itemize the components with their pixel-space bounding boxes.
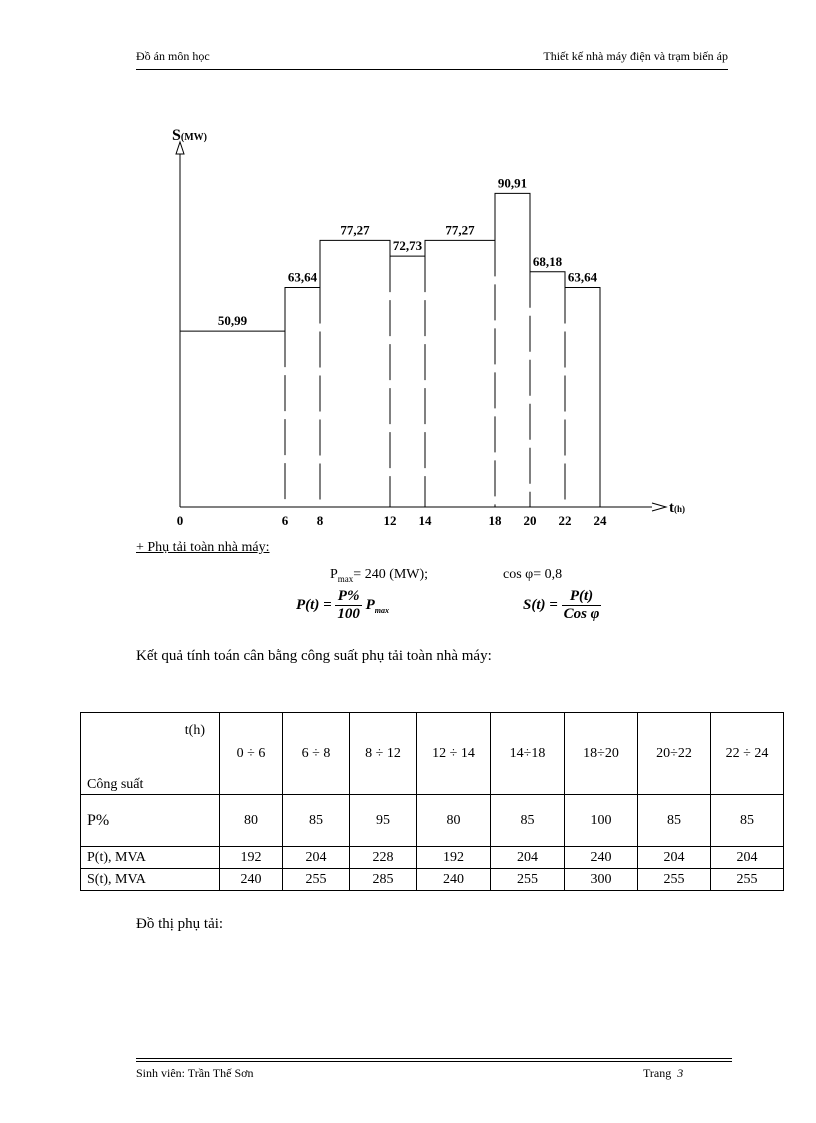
table-cell: 204 [491,847,565,869]
table-cell: 255 [283,869,350,891]
result-text: Kết quả tính toán cân bằng công suất phụ tải toàn nhà máy: [136,648,492,664]
y-axis-label: S(MW) [172,127,208,144]
footer-page: Trang 3 [643,1066,684,1080]
col-header: 14÷18 [491,713,565,795]
table-cell: 285 [350,869,417,891]
corner-time-label: t(h) [184,723,205,738]
table-cell: 255 [638,869,711,891]
table-cell: 95 [350,795,417,847]
pmax-param: $P_{max}= 240$ (MW); [330,567,429,584]
x-tick-label: 20 [523,513,537,528]
header-left: Đồ án môn học [136,49,210,63]
bar-value-label: 63,64 [287,269,318,285]
table-cell: 192 [220,847,283,869]
load-chart [160,95,720,530]
x-axis-arrow [652,503,666,511]
bar-value-label: 90,91 [497,175,528,191]
table-cell: 300 [565,869,638,891]
table-cell: 204 [711,847,784,869]
row-label: P% [81,795,220,847]
x-tick-label: 18 [488,513,502,528]
table-cell: 240 [565,847,638,869]
table-row [81,795,784,847]
bar-value-label: 68,18 [532,253,563,269]
row-label: P(t), MVA [81,847,220,869]
results-table [80,712,784,891]
x-tick-label: 6 [281,513,289,528]
bar-value-label: 77,27 [340,222,370,238]
x-tick-label: 8 [316,513,324,528]
corner-power-label: Công suất [87,777,144,792]
table-cell: 240 [220,869,283,891]
table-cell: 85 [491,795,565,847]
bar-value-label: 50,99 [217,313,248,329]
col-header: 8 ÷ 12 [350,713,417,795]
cos-param: cos φ= 0,8 [503,567,563,582]
bar-value-label: 63,64 [567,269,598,285]
formula-p: P(t) = $\frac{P\%}{100}$ $P_{max}$ [296,588,390,622]
load-graph-heading: Đồ thị phụ tải: [136,916,224,932]
table-header-row [81,713,784,795]
header-right: Thiết kế nhà máy điện và trạm biến áp [543,49,728,63]
table-cell: 204 [638,847,711,869]
x-tick-label: 12 [383,513,397,528]
table-cell: 80 [220,795,283,847]
section-title: + Phụ tải toàn nhà máy: [136,540,270,555]
table-cell: 85 [711,795,784,847]
table-cell: 255 [491,869,565,891]
table-row [81,869,784,891]
col-header: 0 ÷ 6 [220,713,283,795]
table-cell: 255 [711,869,784,891]
col-header: 22 ÷ 24 [711,713,784,795]
col-header: 12 ÷ 14 [417,713,491,795]
x-axis-label: t(h) [669,500,685,516]
table-cell: 240 [417,869,491,891]
footer-divider [136,1058,732,1059]
col-header: 20÷22 [638,713,711,795]
col-header: 18÷20 [565,713,638,795]
row-label: S(t), MVA [81,869,220,891]
table-cell: 80 [417,795,491,847]
table-cell: 228 [350,847,417,869]
header-divider [136,69,728,70]
bar-value-label: 77,27 [445,222,475,238]
col-header: 6 ÷ 8 [283,713,350,795]
table-cell: 204 [283,847,350,869]
bar-value-label: 72,73 [392,238,423,254]
footer-student: Sinh viên: Trần Thế Sơn [136,1066,254,1080]
formula-s: S(t) = $\frac{P(t)}{\text{Cos φ}}$ [523,588,600,622]
table-cell: 100 [565,795,638,847]
x-tick-label: 24 [593,513,607,528]
table-corner-cell [81,713,220,795]
x-tick-label: 0 [176,513,184,528]
table-cell: 85 [283,795,350,847]
table-cell: 192 [417,847,491,869]
x-tick-label: 22 [558,513,572,528]
x-tick-label: 14 [418,513,432,528]
table-row [81,847,784,869]
table-cell: 85 [638,795,711,847]
footer-divider [136,1061,732,1062]
